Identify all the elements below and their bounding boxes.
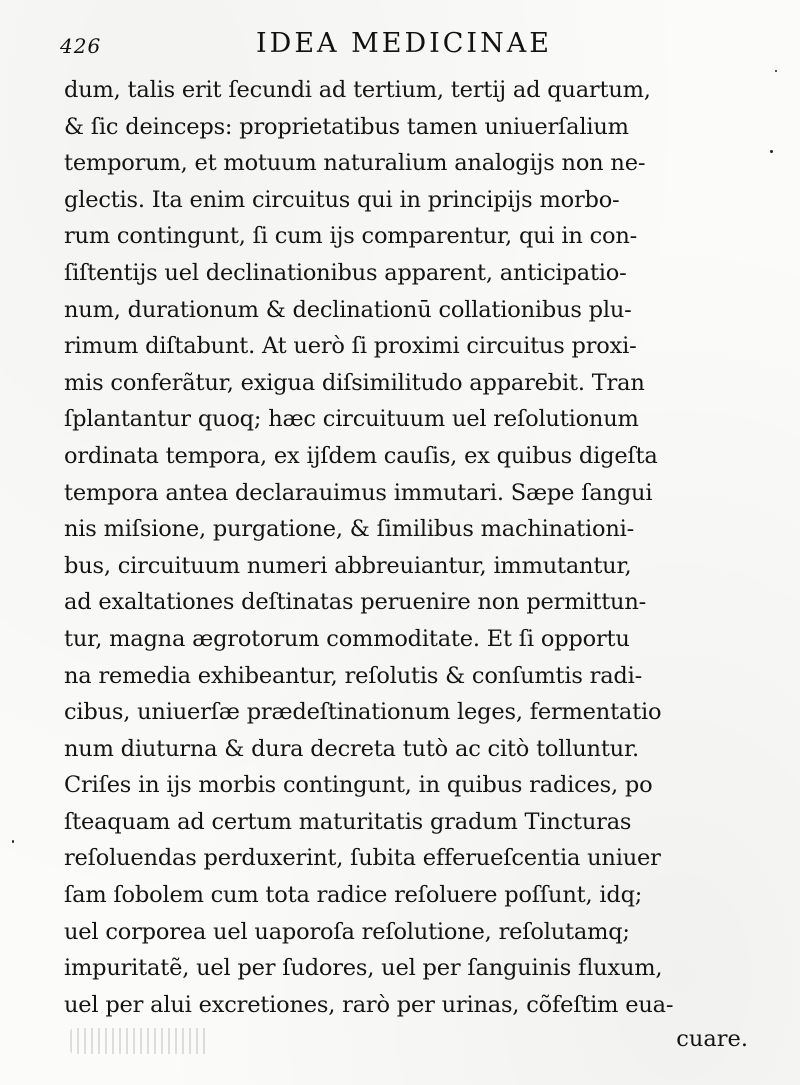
text-line: Criſes in ijs morbis contingunt, in quibus radices, po — [64, 772, 653, 799]
text-line: ordinata tempora, ex ijſdem cauſis, ex quibus digeſta — [64, 442, 658, 469]
text-line: rum contingunt, ſi cum ijs comparentur, qui in con- — [64, 223, 638, 250]
show-through-bleed — [70, 1028, 210, 1054]
text-line: & ſic deinceps: proprietatibus tamen uniuerſalium — [64, 113, 629, 140]
text-line: uel per alui excretiones, rarò per urinas, cõfeſtim eua- — [64, 991, 674, 1018]
text-line: na remedia exhibeantur, reſolutis & conſumtis radi- — [64, 662, 643, 689]
text-line: nis miſsione, purgatione, & ſimilibus machinationi- — [64, 516, 635, 543]
catchword: cuare. — [676, 1026, 748, 1052]
text-line: cibus, uniuerſæ prædeſtinationum leges, fermentatio — [64, 699, 662, 726]
text-line: tempora antea declarauimus immutari. Sæpe ſangui — [64, 479, 653, 506]
text-line: dum, talis erit ſecundi ad tertium, tertij ad quartum, — [64, 77, 651, 103]
body-text — [64, 72, 764, 1023]
text-line: tur, magna ægrotorum commoditate. Et ſi opportu — [64, 625, 630, 652]
page-number: 426 — [60, 34, 102, 58]
text-line: glectis. Ita enim circuitus qui in principijs morbo- — [64, 186, 620, 213]
text-line: mis conferãtur, exigua diſsimilitudo apparebit. Tran — [64, 369, 645, 396]
ink-speck — [770, 150, 773, 153]
text-line: ſam ſobolem cum tota radice reſoluere poſſunt, idq; — [64, 882, 643, 909]
text-line: uel corporea uel uaporoſa reſolutione, reſolutamq; — [64, 918, 630, 945]
text-line: ſteaquam ad certum maturitatis gradum Tincturas — [64, 808, 632, 835]
text-line: num, durationum & declinationū collationibus plu- — [64, 296, 632, 323]
page-header — [60, 28, 760, 64]
text-line: ſiſtentijs uel declinationibus apparent, anticipatio- — [64, 259, 627, 286]
text-line: num diuturna & dura decreta tutò ac citò tolluntur. — [64, 735, 640, 762]
text-line: rimum diſtabunt. At uerò ſi proximi circuitus proxi- — [64, 333, 637, 360]
running-title: IDEA MEDICINAE — [256, 28, 552, 59]
ink-speck — [12, 840, 14, 843]
text-line: ad exaltationes deſtinatas peruenire non permittun- — [64, 589, 647, 616]
text-line: temporum, et motuum naturalium analogijs non ne- — [64, 150, 646, 177]
ink-speck — [775, 70, 777, 72]
text-line: ſplantantur quoq; hæc circuituum uel reſolutionum — [64, 406, 639, 433]
text-line: reſoluendas perduxerint, ſubita efferueſcentia uniuer — [64, 845, 661, 872]
text-line: impuritatẽ, uel per ſudores, uel per ſanguinis fluxum, — [64, 955, 663, 982]
text-line: bus, circuituum numeri abbreuiantur, immutantur, — [64, 552, 632, 579]
